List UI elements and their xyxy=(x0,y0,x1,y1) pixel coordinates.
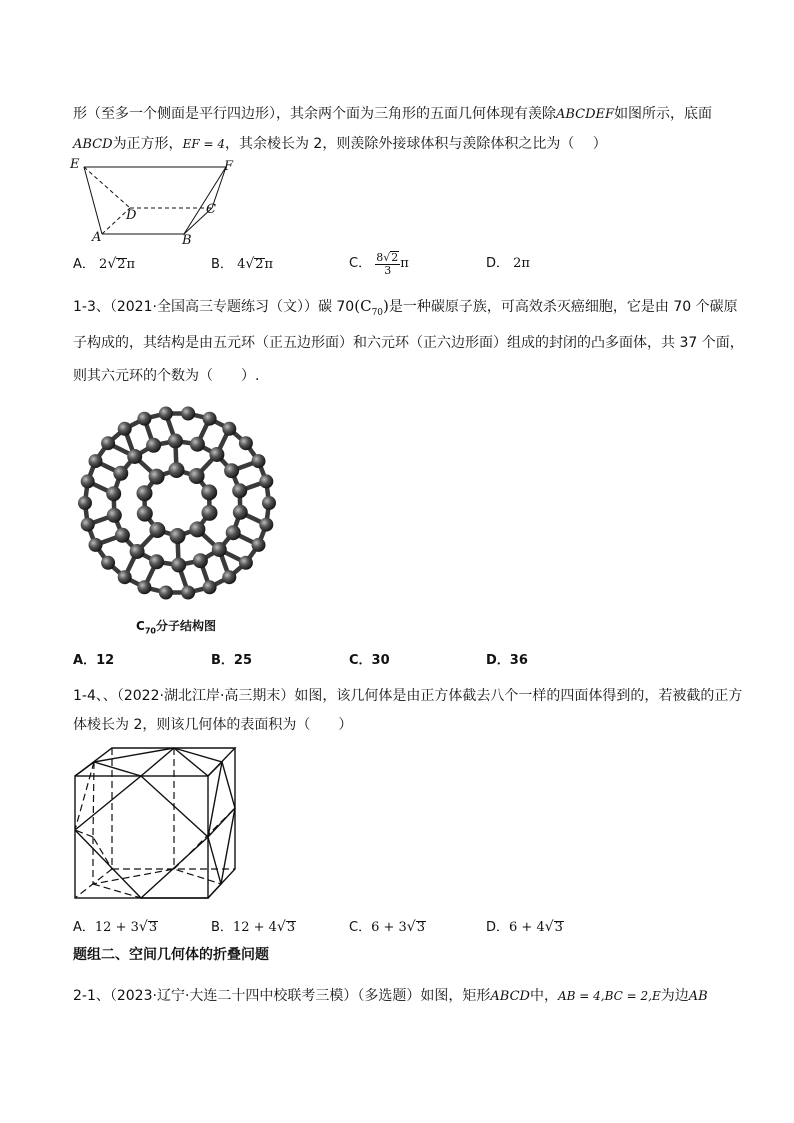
truncated-cube-figure xyxy=(70,742,240,902)
option-b[interactable] xyxy=(211,252,273,277)
molecule-atom xyxy=(113,466,128,481)
option-key: A． xyxy=(73,257,95,272)
molecule-atom xyxy=(168,434,183,449)
caption-c: C xyxy=(136,619,145,633)
option-b[interactable] xyxy=(211,649,252,673)
molecule-atom xyxy=(222,422,236,436)
edge-BF xyxy=(184,167,226,234)
cut-top-back xyxy=(94,748,174,762)
molecule-atoms xyxy=(78,407,276,600)
option-d[interactable] xyxy=(486,649,528,673)
molecule-atom xyxy=(189,468,205,484)
radicand: 2 xyxy=(255,257,264,272)
cut-bottom xyxy=(141,884,221,898)
edge-ED-hidden xyxy=(84,167,130,208)
formula-sub: 70 xyxy=(371,307,384,318)
option-value: 36 xyxy=(509,653,528,668)
molecule-atom xyxy=(170,528,186,544)
molecule-atom xyxy=(252,538,266,552)
q2-1-line1 xyxy=(73,986,734,1007)
cube-top-face xyxy=(75,748,235,776)
molecule-atom xyxy=(146,438,161,453)
cut-top-right xyxy=(174,748,222,776)
molecule-atom xyxy=(224,463,239,478)
molecule-atom xyxy=(149,522,165,538)
q1-4-line2: 体棱长为 2，则该几何体的表面积为（ ） xyxy=(73,717,353,733)
molecule-atom xyxy=(101,436,115,450)
molecule-atom xyxy=(159,407,173,421)
option-value: 4 xyxy=(237,257,246,272)
molecule-atom xyxy=(81,474,95,488)
cut-right xyxy=(208,762,235,837)
option-value: 30 xyxy=(371,653,390,668)
radicand: 3 xyxy=(554,920,563,935)
option-key: A． xyxy=(73,920,95,935)
molecule-atom xyxy=(202,505,218,521)
hidden-cut-left xyxy=(93,762,112,869)
sqrt-sign: √ xyxy=(406,919,416,935)
molecule-atom xyxy=(118,570,132,584)
molecule-atom xyxy=(137,580,151,594)
option-key: C． xyxy=(349,256,372,271)
molecule-atom xyxy=(239,436,253,450)
q1-2-math: ABCDEF xyxy=(556,107,615,122)
section-heading: 题组二、空间几何体的折叠问题 xyxy=(73,947,269,963)
molecule-atom xyxy=(193,553,208,568)
option-value: π xyxy=(264,257,274,272)
option-value: 25 xyxy=(233,653,253,668)
molecule-atom xyxy=(137,485,153,501)
option-a[interactable] xyxy=(73,915,158,940)
option-value: 6 + 3 xyxy=(371,920,407,935)
fraction: $\frac{8√2}{3}$ xyxy=(376,250,399,277)
molecule-atom xyxy=(259,518,273,532)
label-D: D xyxy=(126,208,137,223)
option-key: B． xyxy=(211,257,233,272)
q1-2-line1 xyxy=(73,104,734,125)
label-B: B xyxy=(182,233,192,246)
q2-1-math: ABCD xyxy=(490,989,530,1004)
q1-2-text: ，其余棱长为 2，则羡除外接球体积与羡除体积之比为（ ） xyxy=(224,136,607,152)
molecule-atom xyxy=(181,407,195,421)
q2-1-math: AB = 4,BC = 2,E xyxy=(557,989,661,1003)
option-value: 12 + 3 xyxy=(94,920,139,935)
q1-3-text: 1-3、（2021·全国高三专题练习（文））碳 70 xyxy=(73,299,355,315)
q1-3-options xyxy=(73,649,733,673)
molecule-atom xyxy=(203,580,217,594)
molecule-atom xyxy=(181,586,195,600)
molecule-atom xyxy=(226,525,241,540)
option-b[interactable] xyxy=(211,915,296,940)
option-value: 6 + 4 xyxy=(509,920,545,935)
molecule-atom xyxy=(239,556,253,570)
option-value: 2π xyxy=(513,256,530,271)
molecule-atom xyxy=(222,570,236,584)
option-value: 12 + 4 xyxy=(232,920,277,935)
molecule-atom xyxy=(189,521,205,537)
molecule-atom xyxy=(149,554,164,569)
q1-2-line2 xyxy=(73,134,734,155)
molecule-atom xyxy=(81,518,95,532)
molecule-atom xyxy=(78,496,92,510)
option-key: C． xyxy=(349,653,372,668)
molecule-atom xyxy=(106,486,121,501)
option-c[interactable] xyxy=(349,915,426,940)
option-a[interactable] xyxy=(73,649,114,673)
q2-1-text: 为边 xyxy=(660,988,689,1004)
q2-1-math: AB xyxy=(688,989,708,1004)
q2-1-text: 中， xyxy=(529,988,558,1004)
option-value: π xyxy=(400,256,409,271)
option-d[interactable] xyxy=(486,252,530,276)
q1-3-text: 是一种碳原子族，可高效杀灭癌细胞，它是由 70 个碳原 xyxy=(388,299,738,315)
c70-molecule-figure xyxy=(74,400,280,606)
molecule-atom xyxy=(149,469,165,485)
option-value: 12 xyxy=(96,653,115,668)
molecule-atom xyxy=(212,542,227,557)
q1-2-math: ABCD xyxy=(73,137,113,152)
molecule-atom xyxy=(203,412,217,426)
cut-top-left xyxy=(75,762,141,776)
option-d[interactable] xyxy=(486,915,564,940)
option-key: A． xyxy=(73,653,97,668)
option-key: D． xyxy=(486,256,510,271)
molecule-atom xyxy=(233,505,248,520)
molecule-atom xyxy=(190,437,205,452)
label-A: A xyxy=(92,230,102,245)
caption-text: 分子结构图 xyxy=(155,619,216,633)
option-key: D． xyxy=(486,653,510,668)
q1-4-options xyxy=(73,915,733,939)
option-c[interactable] xyxy=(349,649,390,673)
cut-front xyxy=(75,776,208,898)
q1-4-line1: 1-4、、（2022·湖北江岸·高三期末）如图，该几何体是由正方体截去八个一样的四面体得到的，若被截的正方 xyxy=(73,688,743,704)
label-C: C xyxy=(206,202,216,217)
q1-3-line3: 则其六元环的个数为（ ）. xyxy=(73,368,260,384)
radicand: 3 xyxy=(148,920,158,935)
numerator: 8 xyxy=(376,250,384,264)
molecule-atom xyxy=(252,454,266,468)
molecule-atom xyxy=(262,496,276,510)
label-E: E xyxy=(70,157,80,172)
sqrt-sign: √ xyxy=(245,256,255,272)
molecule-atom xyxy=(259,474,273,488)
molecule-atom xyxy=(169,462,185,478)
radicand: 3 xyxy=(416,920,425,935)
molecule-atom xyxy=(232,483,247,498)
option-key: B． xyxy=(211,920,233,935)
option-c[interactable] xyxy=(349,244,409,284)
q1-2-options xyxy=(73,252,733,276)
q1-3-line1 xyxy=(73,296,738,323)
molecule-atom xyxy=(171,558,186,573)
option-key: D． xyxy=(486,920,510,935)
option-key: B． xyxy=(211,653,234,668)
denominator: 3 xyxy=(384,263,392,277)
q2-1-text: 2-1、（2023·辽宁·大连二十四中校联考三模）（多选题）如图，矩形 xyxy=(73,988,491,1004)
radicand: 3 xyxy=(286,920,296,935)
molecule-atom xyxy=(118,422,132,436)
molecule-atom xyxy=(209,447,224,462)
hidden-cut-left3 xyxy=(75,762,94,830)
molecule-atom xyxy=(107,508,122,523)
q1-2-text: 如图所示，底面 xyxy=(614,106,713,122)
figure-caption xyxy=(136,617,216,635)
option-a[interactable] xyxy=(73,252,135,277)
molecule-atom xyxy=(137,506,153,522)
sqrt-sign: √ xyxy=(138,919,148,935)
molecule-atom xyxy=(101,556,115,570)
molecule-atom xyxy=(130,544,145,559)
cube-front-face xyxy=(75,776,208,898)
edge-EA xyxy=(84,167,102,234)
q1-3-line2: 子构成的，其结构是由五元环（正五边形面）和六元环（正六边形面）组成的封闭的凸多面体，共 37 个面， xyxy=(73,335,744,351)
formula: (C xyxy=(354,297,372,315)
label-F: F xyxy=(224,159,234,174)
molecule-atom xyxy=(89,454,103,468)
option-value: 2 xyxy=(99,257,108,272)
molecule-atom xyxy=(89,538,103,552)
option-value: π xyxy=(126,257,136,272)
q1-2-math: EF = 4 xyxy=(182,137,225,151)
pentahedron-figure xyxy=(66,156,246,246)
q1-2-text: 为正方形， xyxy=(112,136,183,152)
caption-sub: 70 xyxy=(144,626,156,636)
radicand: 2 xyxy=(117,257,126,272)
molecule-atom xyxy=(201,484,217,500)
radicand: 2 xyxy=(391,250,399,264)
molecule-atom xyxy=(127,449,142,464)
molecule-atom xyxy=(115,528,130,543)
q1-2-text: 形（至多一个侧面是平行四边形），其余两个面为三角形的五面几何体现有羡除 xyxy=(73,106,556,122)
molecule-atom xyxy=(159,586,173,600)
sqrt-sign: √ xyxy=(276,919,286,935)
sqrt-sign: √ xyxy=(107,256,117,272)
formula-close: ) xyxy=(383,297,389,315)
option-key: C． xyxy=(349,920,372,935)
molecule-atom xyxy=(137,412,151,426)
sqrt-sign: √ xyxy=(544,919,554,935)
